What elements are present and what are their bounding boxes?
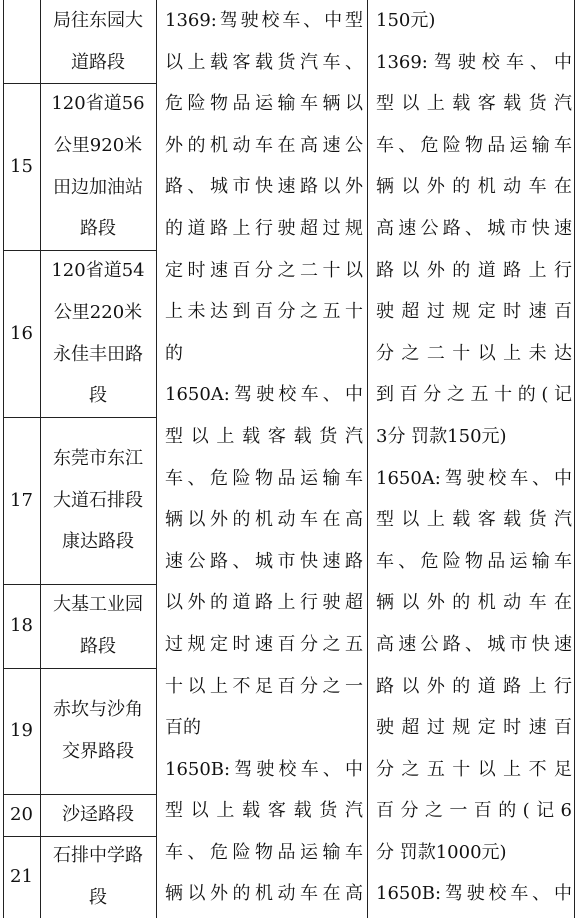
penalty-text-line: 路以外的道路上行 [376, 259, 572, 281]
violation-text-line: 型以上载客载货汽 [165, 800, 363, 822]
location-cell: 局往东园大道路段 [53, 9, 143, 73]
row-number: 16 [10, 322, 33, 344]
violation-text-line: 型以上载客载货汽 [165, 425, 363, 447]
penalty-text-line: 1650B:驾驶校车、中 [376, 883, 572, 905]
violation-text-line: 过规定时速百分之五 [165, 633, 363, 655]
violation-text-line: 1650B:驾驶校车、中 [165, 758, 363, 780]
penalty-text-line: 百分之一百的(记6 [376, 800, 572, 822]
violation-text-line: 以外的道路上行驶超 [165, 592, 363, 614]
row-number: 15 [10, 155, 33, 177]
violation-text-line: 1369:驾驶校车、中型 [165, 10, 363, 31]
violation-text-line: 辆以外的机动车在高 [165, 883, 363, 905]
row-number: 21 [10, 866, 33, 888]
row-number: 17 [10, 489, 33, 511]
penalty-text-line: 辆以外的机动车在 [376, 592, 572, 614]
row-number [3, 0, 40, 83]
penalty-text-line: 型以上载客载货汽 [376, 509, 572, 531]
location-cell: 石排中学路段 [53, 845, 143, 908]
violation-text-line: 速公路、城市快速路 [165, 550, 363, 572]
violation-text-line: 车、危险物品运输车 [165, 841, 363, 863]
penalty-text-line: 分之五十以上不足 [376, 758, 572, 780]
violation-text-line: 百的 [165, 717, 201, 739]
penalty-text-line: 车、危险物品运输车 [376, 550, 572, 572]
violation-description-column [165, 0, 363, 915]
location-cell: 大基工业园路段 [53, 594, 143, 657]
violation-text-line: 定时速百分之二十以 [165, 259, 363, 281]
violation-text-line: 辆以外的机动车在高 [165, 509, 363, 531]
row-number: 18 [10, 615, 33, 637]
penalty-text-line: 3分 罚款150元) [376, 425, 507, 447]
penalty-text-line: 分之二十以上未达 [376, 342, 572, 364]
violation-text-line: 以上载客载货汽车、 [165, 51, 363, 73]
penalty-text-line: 分 罚款1000元) [376, 841, 507, 863]
violation-text-line: 的道路上行驶超过规 [165, 217, 363, 239]
grid-line [574, 0, 575, 918]
grid-line [156, 0, 157, 918]
location-cell: 赤坎与沙角交界路段 [53, 699, 143, 762]
penalty-text-line: 驶超过规定时速百 [376, 301, 572, 323]
penalty-text-line: 型以上载客载货汽 [376, 93, 572, 115]
penalty-text-line: 路以外的道路上行 [376, 675, 572, 697]
row-number: 19 [10, 720, 33, 742]
penalty-text-line: 150元) [376, 10, 436, 31]
violation-text-line: 的 [165, 342, 183, 364]
penalty-text-line: 1369:驾驶校车、中 [376, 51, 572, 73]
penalty-text-line: 辆以外的机动车在 [376, 176, 572, 198]
violation-text-line: 危险物品运输车辆以 [165, 93, 363, 115]
penalty-text-line: 车、危险物品运输车 [376, 134, 572, 156]
penalty-text-line: 1650A:驾驶校车、中 [376, 467, 572, 489]
location-cell: 120省道56公里920米田边加油站路段 [51, 93, 145, 240]
location-cell: 120省道54公里220米永佳丰田路段 [51, 260, 145, 407]
violation-text-line: 1650A:驾驶校车、中 [165, 384, 363, 406]
violation-text-line: 路、城市快速路以外 [165, 176, 363, 198]
violation-text-line: 十以上不足百分之一 [165, 675, 363, 697]
penalty-text-line: 驶超过规定时速百 [376, 717, 572, 739]
location-cell: 沙迳路段 [62, 804, 134, 826]
location-cell: 东莞市东江大道石排段康达路段 [53, 448, 143, 553]
penalty-text-line: 高速公路、城市快速 [376, 217, 572, 239]
grid-line [367, 0, 368, 918]
penalty-text-line: 高速公路、城市快速 [376, 633, 572, 655]
penalty-text-line: 到百分之五十的(记 [376, 384, 572, 406]
violation-text-line: 车、危险物品运输车 [165, 467, 363, 489]
violation-text-line: 上未达到百分之五十 [165, 301, 363, 323]
violation-text-line: 外的机动车在高速公 [165, 134, 363, 156]
row-number: 20 [10, 804, 33, 826]
penalty-column [376, 0, 572, 915]
